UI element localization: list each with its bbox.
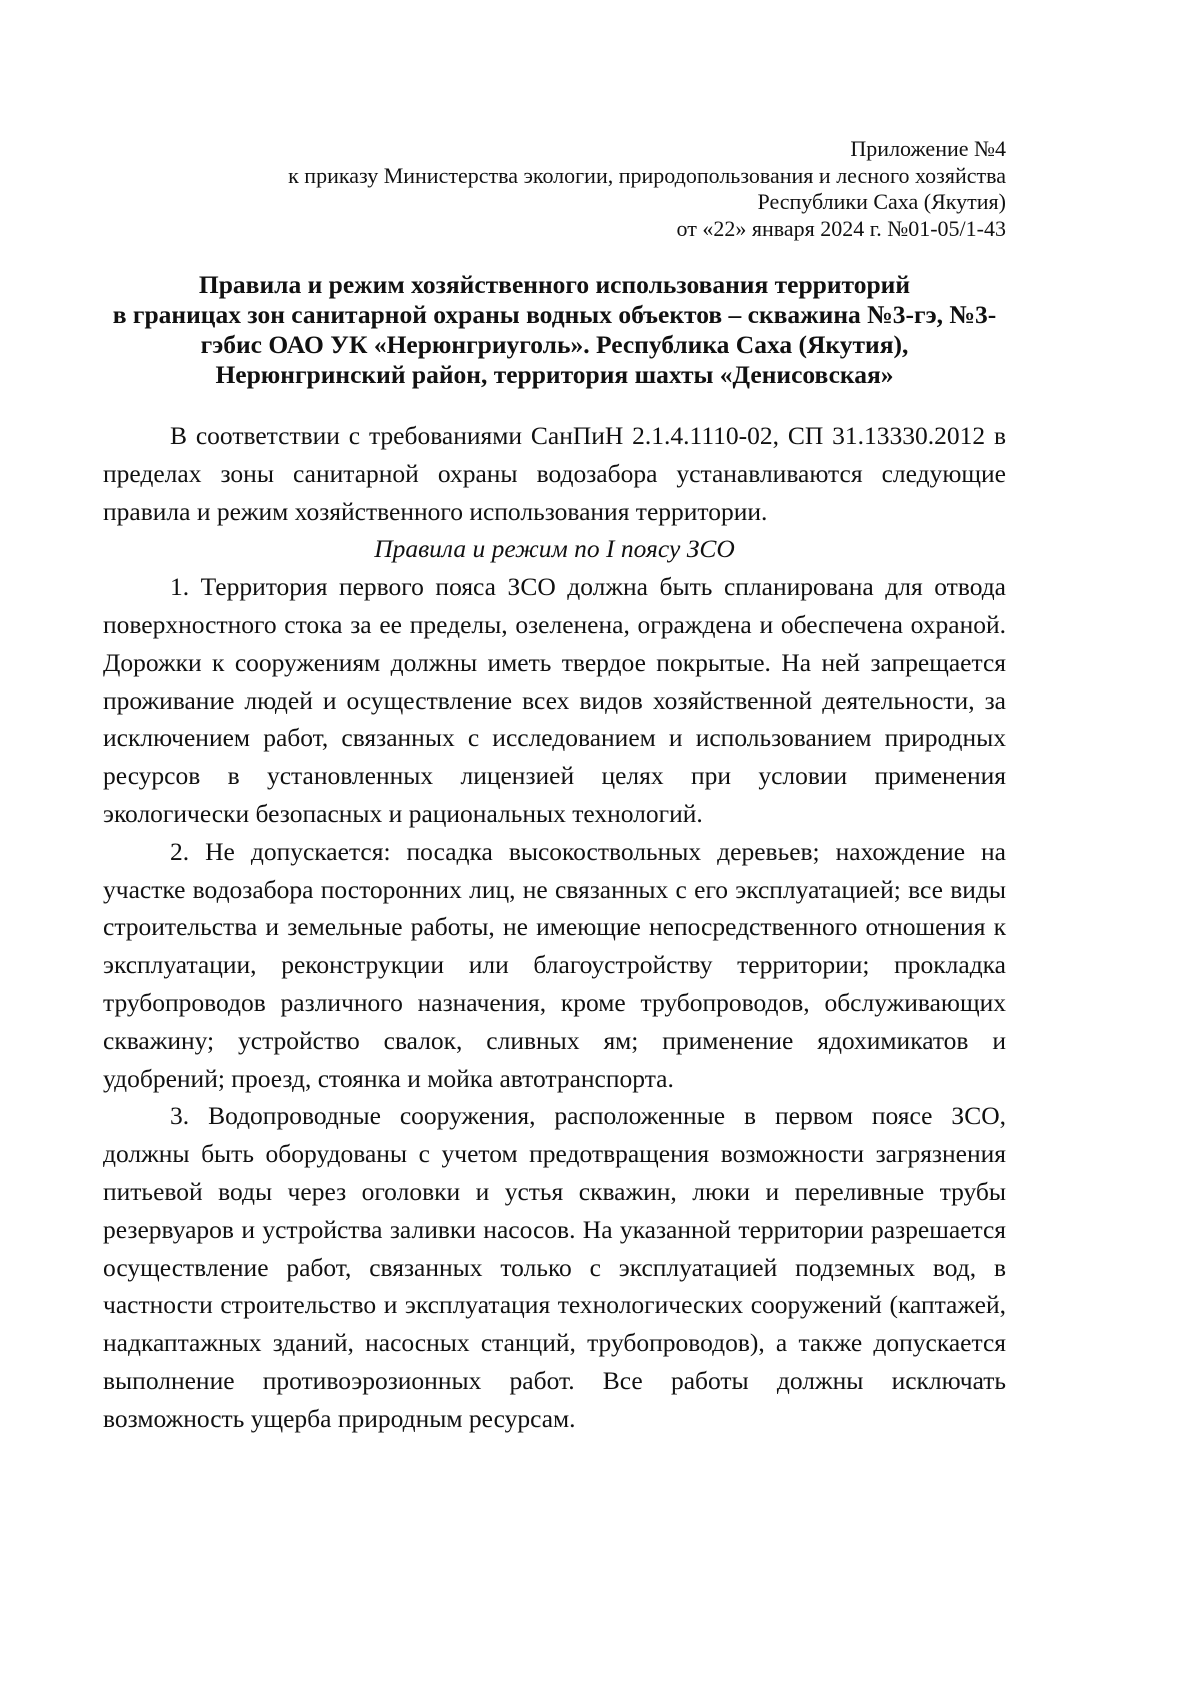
title-line-1: Правила и режим хозяйственного использования территорий xyxy=(198,270,911,299)
document-title xyxy=(103,270,1006,390)
rule-item-2: 2. Не допускается: посадка высокоствольных деревьев; нахождение на участке водозабора посторонних лиц, не связанных с его эксплуатацией; все виды строительства и земельные работы, не имеющие непосредственного отношения к эксплуатации, реконструкции или благоустройству территории; прокладка трубопроводов различного назначения, кроме трубопроводов, обслуживающих скважину; устройство свалок, сливных ям; применение ядохимикатов и удобрений; проезд, стоянка и мойка автотранспорта. xyxy=(103,836,1006,1093)
document-body xyxy=(103,417,1006,1438)
rule-item-3: 3. Водопроводные сооружения, расположенные в первом поясе ЗСО, должны быть оборудованы с учетом предотвращения возможности загрязнения питьевой воды через оголовки и устья скважин, люки и переливные трубы резервуаров и устройства заливки насосов. На указанной территории разрешается осуществление работ, связанных только с эксплуатацией подземных вод, в частности строительство и эксплуатация технологических сооружений (каптажей, надкаптажных зданий, насосных станций, трубопроводов), а также допускается выполнение противоэрозионных работ. Все работы должны исключать возможность ущерба природным ресурсам. xyxy=(103,1101,1006,1433)
appendix-republic: Республики Саха (Якутия) xyxy=(757,189,1006,214)
appendix-header xyxy=(103,136,1006,242)
appendix-order-ref: к приказу Министерства экологии, природопользования и лесного хозяйства xyxy=(288,162,1006,188)
rule-item-1: 1. Территория первого пояса ЗСО должна быть спланирована для отвода поверхностного стока за ее пределы, озеленена, ограждена и обеспечена охраной. Дорожки к сооружениям должны иметь твердое покрытые. На ней запрещается проживание людей и осуществление всех видов хозяйственной деятельности, за исключением работ, связанных с исследованием и использованием природных ресурсов в установленных лицензией целях при условии применения экологически безопасных и рациональных технологий. xyxy=(103,572,1006,828)
title-line-3: гэбис ОАО УК «Нерюнгриуголь». Республика Саха (Якутия), xyxy=(200,330,909,359)
section-heading: Правила и режим по I поясу ЗСО xyxy=(374,534,735,564)
appendix-date: от «22» января 2024 г. №01-05/1-43 xyxy=(676,215,1006,241)
appendix-number: Приложение №4 xyxy=(850,136,1006,161)
intro-paragraph: В соответствии с требованиями СанПиН 2.1.4.1110-02, СП 31.13330.2012 в пределах зоны санитарной охраны водозабора устанавливаются следующие правила и режим хозяйственного использования территории. xyxy=(103,421,1006,526)
title-line-4: Нерюнгринский район, территория шахты «Денисовская» xyxy=(215,360,894,389)
title-line-2: в границах зон санитарной охраны водных объектов – скважина №3-гэ, №3- xyxy=(112,300,997,329)
